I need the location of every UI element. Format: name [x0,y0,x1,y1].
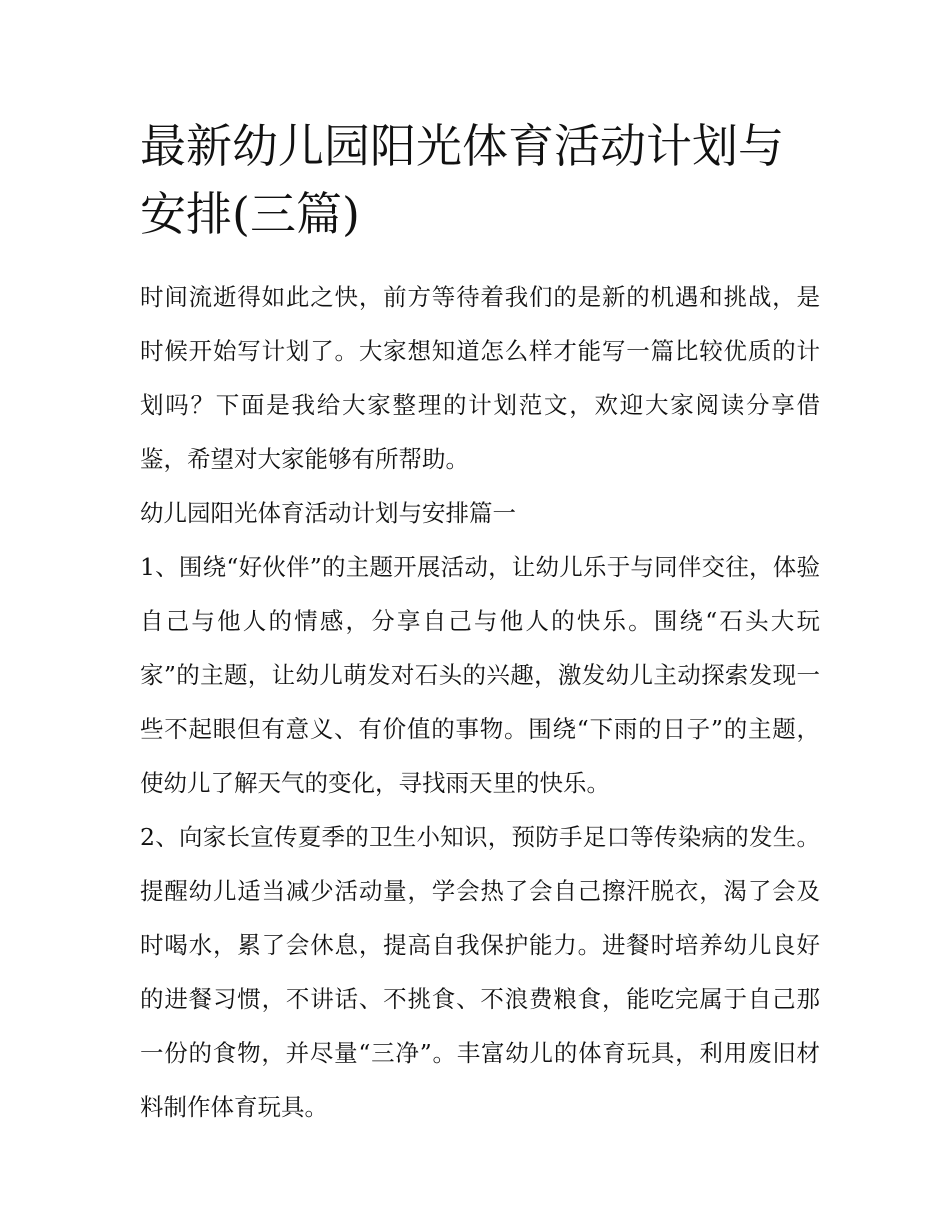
item-1-paragraph: 1、围绕“好伙伴”的主题开展活动，让幼儿乐于与同伴交往，体验自己与他人的情感，分享自己与他人的快乐。围绕“石头大玩家”的主题，让幼儿萌发对石头的兴趣，激发幼儿主动探索发现一些不起眼但有意义、有价值的事物。围绕“下雨的日子”的主题，使幼儿了解天气的变化，寻找雨天里的快乐。 [140,553,820,797]
document-title: 最新幼儿园阳光体育活动计划与安排(三篇) [140,119,784,241]
section-heading: 幼儿园阳光体育活动计划与安排篇一 [140,499,516,527]
item-2-paragraph: 2、向家长宣传夏季的卫生小知识，预防手足口等传染病的发生。提醒幼儿适当减少活动量，学会热了会自己擦汗脱衣，渴了会及时喝水，累了会休息，提高自我保护能力。进餐时培养幼儿良好的进餐习惯，不讲话、不挑食、不浪费粮食，能吃完属于自己那一份的食物，并尽量“三净”。丰富幼儿的体育玩具，利用废旧材料制作体育玩具。 [140,823,820,1121]
document-page [140,112,820,1134]
intro-paragraph: 时间流逝得如此之快，前方等待着我们的是新的机遇和挑战，是时候开始写计划了。大家想知道怎么样才能写一篇比较优质的计划吗？下面是我给大家整理的计划范文，欢迎大家阅读分享借鉴，希望对大家能够有所帮助。 [140,283,820,473]
